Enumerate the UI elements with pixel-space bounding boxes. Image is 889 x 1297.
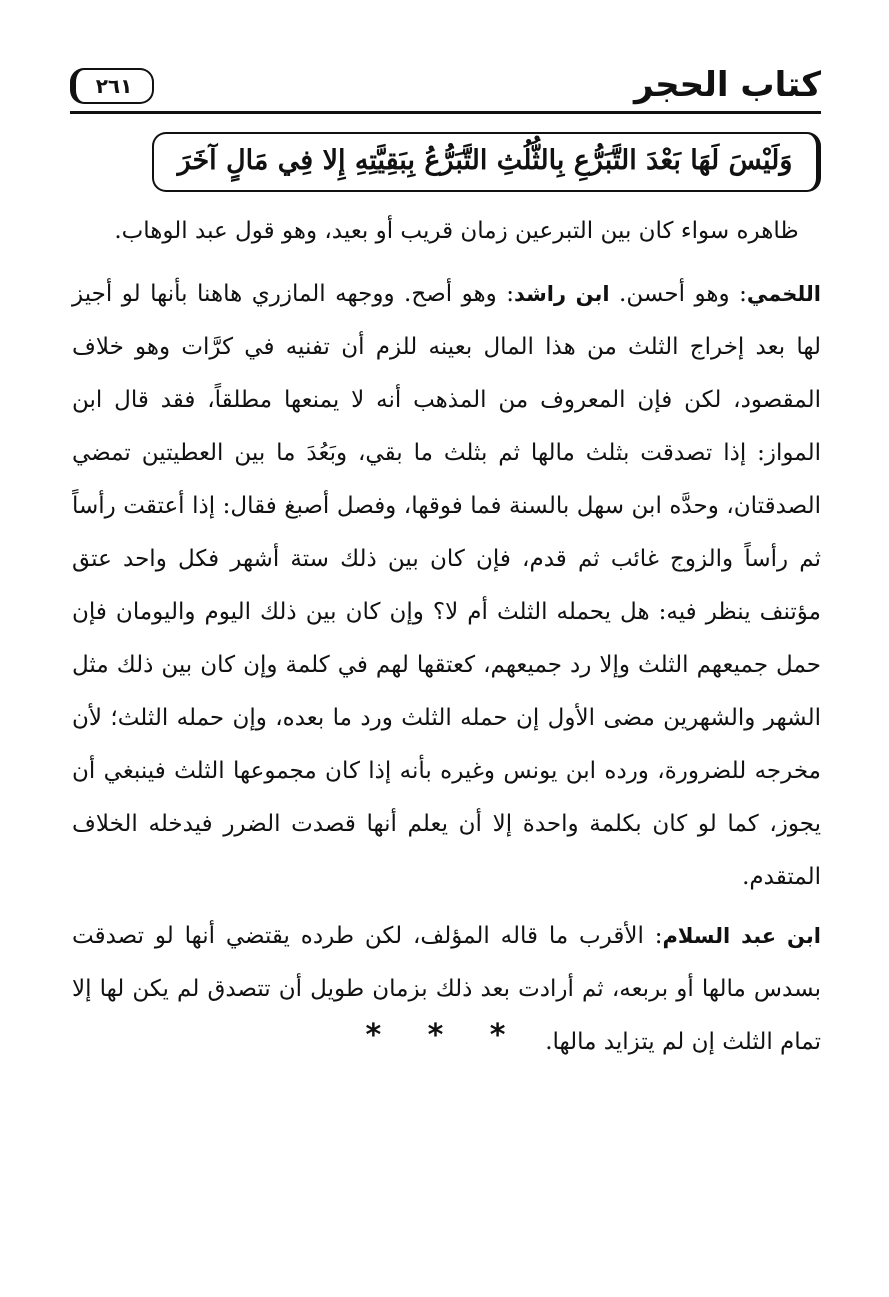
speaker-ibn-rashid: ابن راشد	[514, 282, 610, 306]
commentary-body	[72, 205, 821, 1069]
page-number: ٢٦١	[70, 68, 154, 104]
matn-quote-box: وَلَيْسَ لَهَا بَعْدَ التَّبَرُّعِ بِالثُّلُثِ التَّبَرُّعُ بِبَقِيَّتِهِ إِلا فِي مَالٍ آخَرَ	[152, 132, 821, 192]
header-divider	[70, 111, 821, 114]
paragraph-text: : وهو أحسن.	[609, 281, 747, 307]
section-separator: * * *	[365, 1018, 524, 1053]
book-title: كتاب الحجر	[634, 65, 821, 105]
paragraph-text: : الأقرب ما قاله المؤلف، لكن طرده يقتضي أنها لو تصدقت بسدس مالها أو بربعه، ثم أرادت بعد ذلك بزمان طويل أن تتصدق لم يكن لها إلا تمام الثلث إن لم يتزايد مالها.	[72, 923, 821, 1055]
paragraph-text: : وهو أصح. ووجهه المازري هاهنا بأنها لو أجيز لها بعد إخراج الثلث من هذا المال بعينه للزم أن تفنيه في كرَّات وهو خلاف المقصود، لكن فإن المعروف من المذهب أنه لا يمنعها مطلقاً، فقد قال ابن المواز: إذا تصدقت بثلث مالها ثم بثلث ما بقي، وبَعُدَ ما بين العطيتين تمضي الصدقتان، وحدَّه ابن سهل بالسنة فما فوقها، وفصل أصبغ فقال: إذا أعتقت رأساً ثم رأساً والزوج غائب ثم قدم، فإن كان بين ذلك ستة أشهر فكل واحد عتق مؤتنف ينظر فيه: هل يحمله الثلث أم لا؟ وإن كان بين ذلك اليوم واليومان فإن حمل جميعهم الثلث وإلا رد جميعهم، كعتقها لهم في كلمة وإن كان بين ذلك مثل الشهر والشهرين مضى الأول إن حمله الثلث ورد ما بعده، وإن حمله الثلث؛ لأن مخرجه للضرورة، ورده ابن يونس وغيره بأنه إذا كان مجموعها الثلث فينبغي أن يجوز، كما لو كان بكلمة واحدة إلا أن يعلم أنها قصدت الضرر فيدخله الخلاف المتقدم.	[72, 281, 821, 890]
intro-paragraph: ظاهره سواء كان بين التبرعين زمان قريب أو بعيد، وهو قول عبد الوهاب.	[114, 218, 799, 244]
speaker-lakhmi: اللخمي	[746, 282, 821, 306]
speaker-ibn-abd-al-salam: ابن عبد السلام	[662, 924, 821, 948]
paragraph-lakhmi	[72, 268, 821, 904]
page-header	[70, 62, 821, 114]
